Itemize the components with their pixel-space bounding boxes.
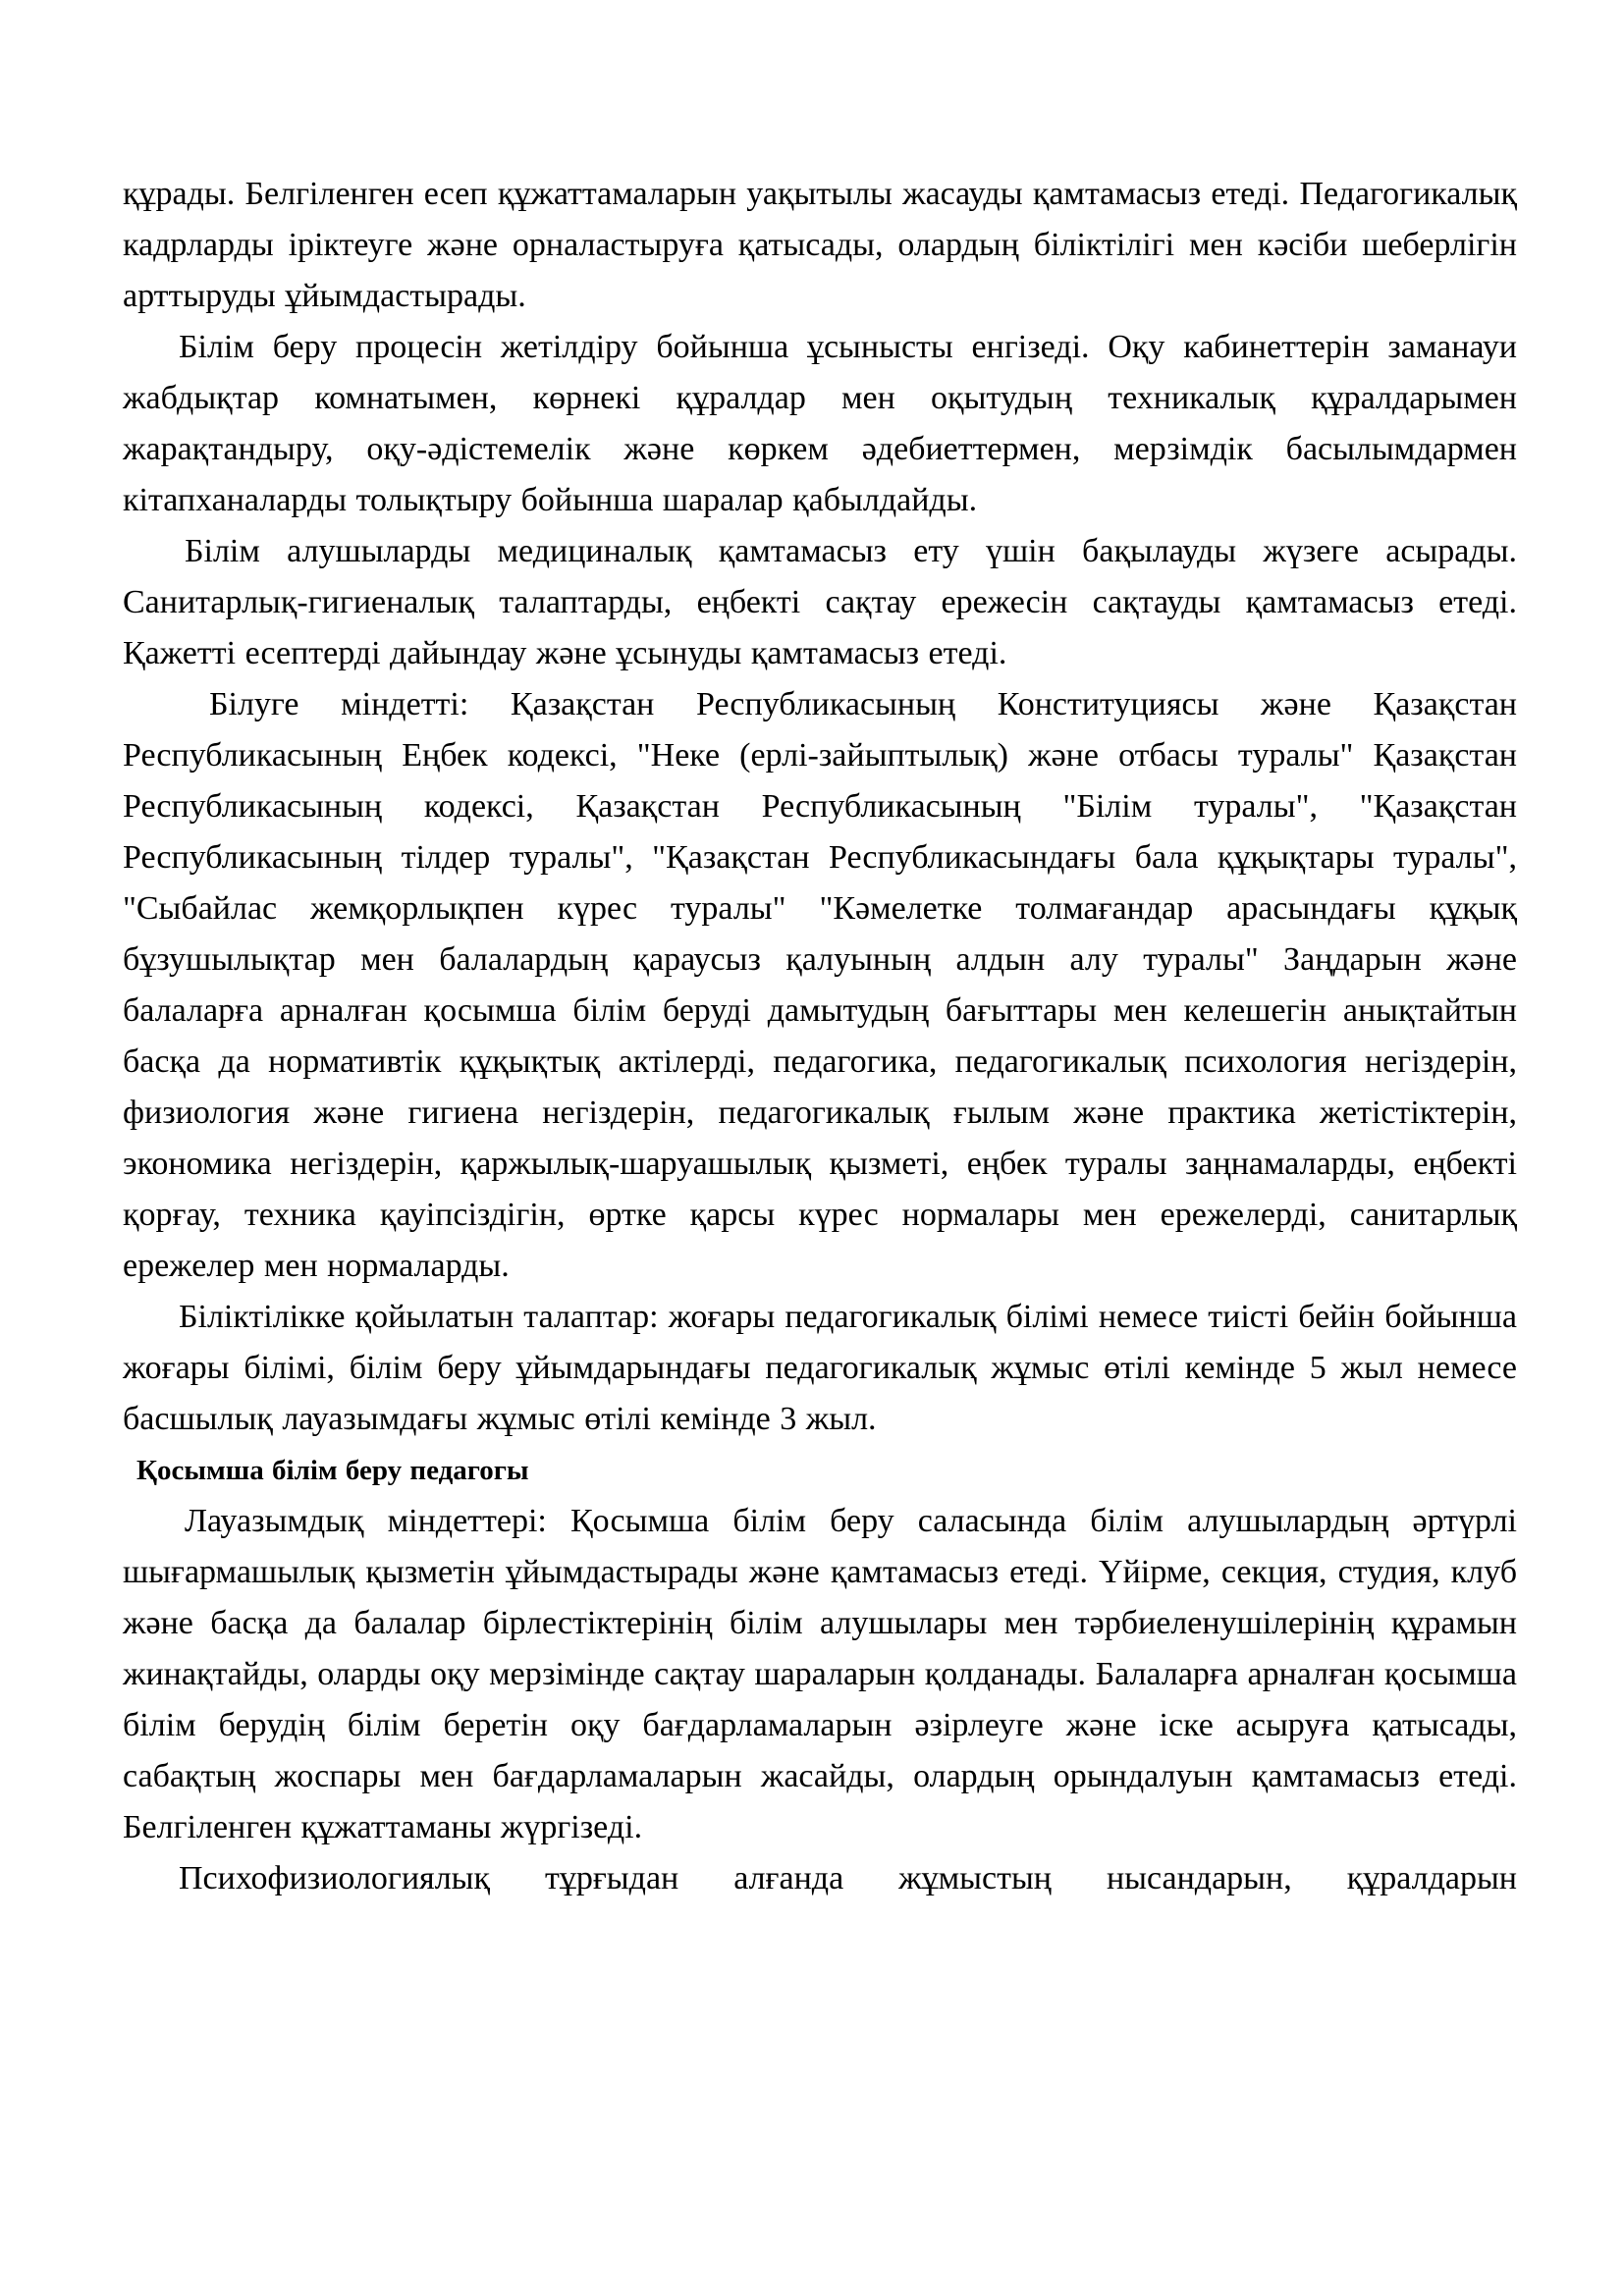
paragraph-qualification-requirements: Біліктілікке қойылатын талаптар: жоғары педагогикалық білімі немесе тиісті бейін бойынша жоғары білімі, білім беру ұйымдарындағы педагогикалық жұмыс өтілі кемінде 5 жыл немесе басшылық лауазымдағы жұмыс өтілі кемінде 3 жыл. <box>123 1299 1517 1437</box>
paragraph-medical-support: Білім алушыларды медициналық қамтамасыз ету үшін бақылауды жүзеге асырады. Санитарлық-гигиеналық талаптарды, еңбекті сақтау ережесін сақтауды қамтамасыз етеді. Қажетті есептерді дайындау және ұсынуды қамтамасыз етеді. <box>123 533 1517 671</box>
text-block <box>123 169 1517 1904</box>
paragraph-must-know: Білуге міндетті: Қазақстан Республикасының Конституциясы және Қазақстан Республикасының Еңбек кодексі, "Неке (ерлі-зайыптылық) және отбасы туралы" Қазақстан Республикасының кодексі, Қазақстан Республикасының "Білім туралы", "Қазақстан Республикасының тілдер туралы", "Қазақстан Республикасындағы бала құқықтары туралы", "Сыбайлас жемқорлықпен күрес туралы" "Кәмелетке толмағандар арасындағы құқық бұзушылықтар мен балалардың қараусыз қалуының алдын алу туралы" Заңдарын және балаларға арналған қосымша білім беруді дамытудың бағыттары мен келешегін анықтайтын басқа да нормативтік құқықтық актілерді, педагогика, педагогикалық психология негіздерін, физиология және гигиена негіздерін, педагогикалық ғылым және практика жетістіктерін, экономика негіздерін, қаржылық-шаруашылық қызметі, еңбек туралы заңнамаларды, еңбекті қорғау, техника қауіпсіздігін, өртке қарсы күрес нормалары мен ережелерді, санитарлық ережелер мен нормаларды. <box>123 686 1517 1284</box>
paragraph-education-process: Білім беру процесін жетілдіру бойынша ұсынысты енгізеді. Оқу кабинеттерін заманауи жабдықтар комнатымен, көрнекі құралдар мен оқытудың техникалық құралдарымен жарақтандыру, оқу-әдістемелік және көркем әдебиеттермен, мерзімдік басылымдармен кітапханаларды толықтыру бойынша шаралар қабылдайды. <box>123 329 1517 518</box>
section-heading-additional-education-teacher: Қосымша білім беру педагогы <box>136 1455 529 1486</box>
paragraph-job-duties: Лауазымдық міндеттері: Қосымша білім беру саласында білім алушылардың әртүрлі шығармашылық қызметін ұйымдастырады және қамтамасыз етеді. Үйірме, секция, студия, клуб және басқа да балалар бірлестіктерінің білім алушылары мен тәрбиеленушілерінің құрамын жинақтайды, оларды оқу мерзімінде сақтау шараларын қолданады. Балаларға арналған қосымша білім берудің білім беретін оқу бағдарламаларын әзірлеуге және іске асыруға қатысады, сабақтың жоспары мен бағдарламаларын жасайды, олардың орындалуын қамтамасыз етеді. Белгіленген құжаттаманы жүргізеді. <box>123 1503 1517 1845</box>
paragraph-continuation: құрады. Белгіленген есеп құжаттамаларын уақытылы жасауды қамтамасыз етеді. Педагогикалық кадрларды іріктеуге және орналастыруға қатысады, олардың біліктілігі мен кәсіби шеберлігін арттыруды ұйымдастырады. <box>123 176 1517 314</box>
paragraph-psychophysiological: Психофизиологиялық тұрғыдан алғанда жұмыстың нысандарын, құралдарын <box>179 1860 1517 1896</box>
